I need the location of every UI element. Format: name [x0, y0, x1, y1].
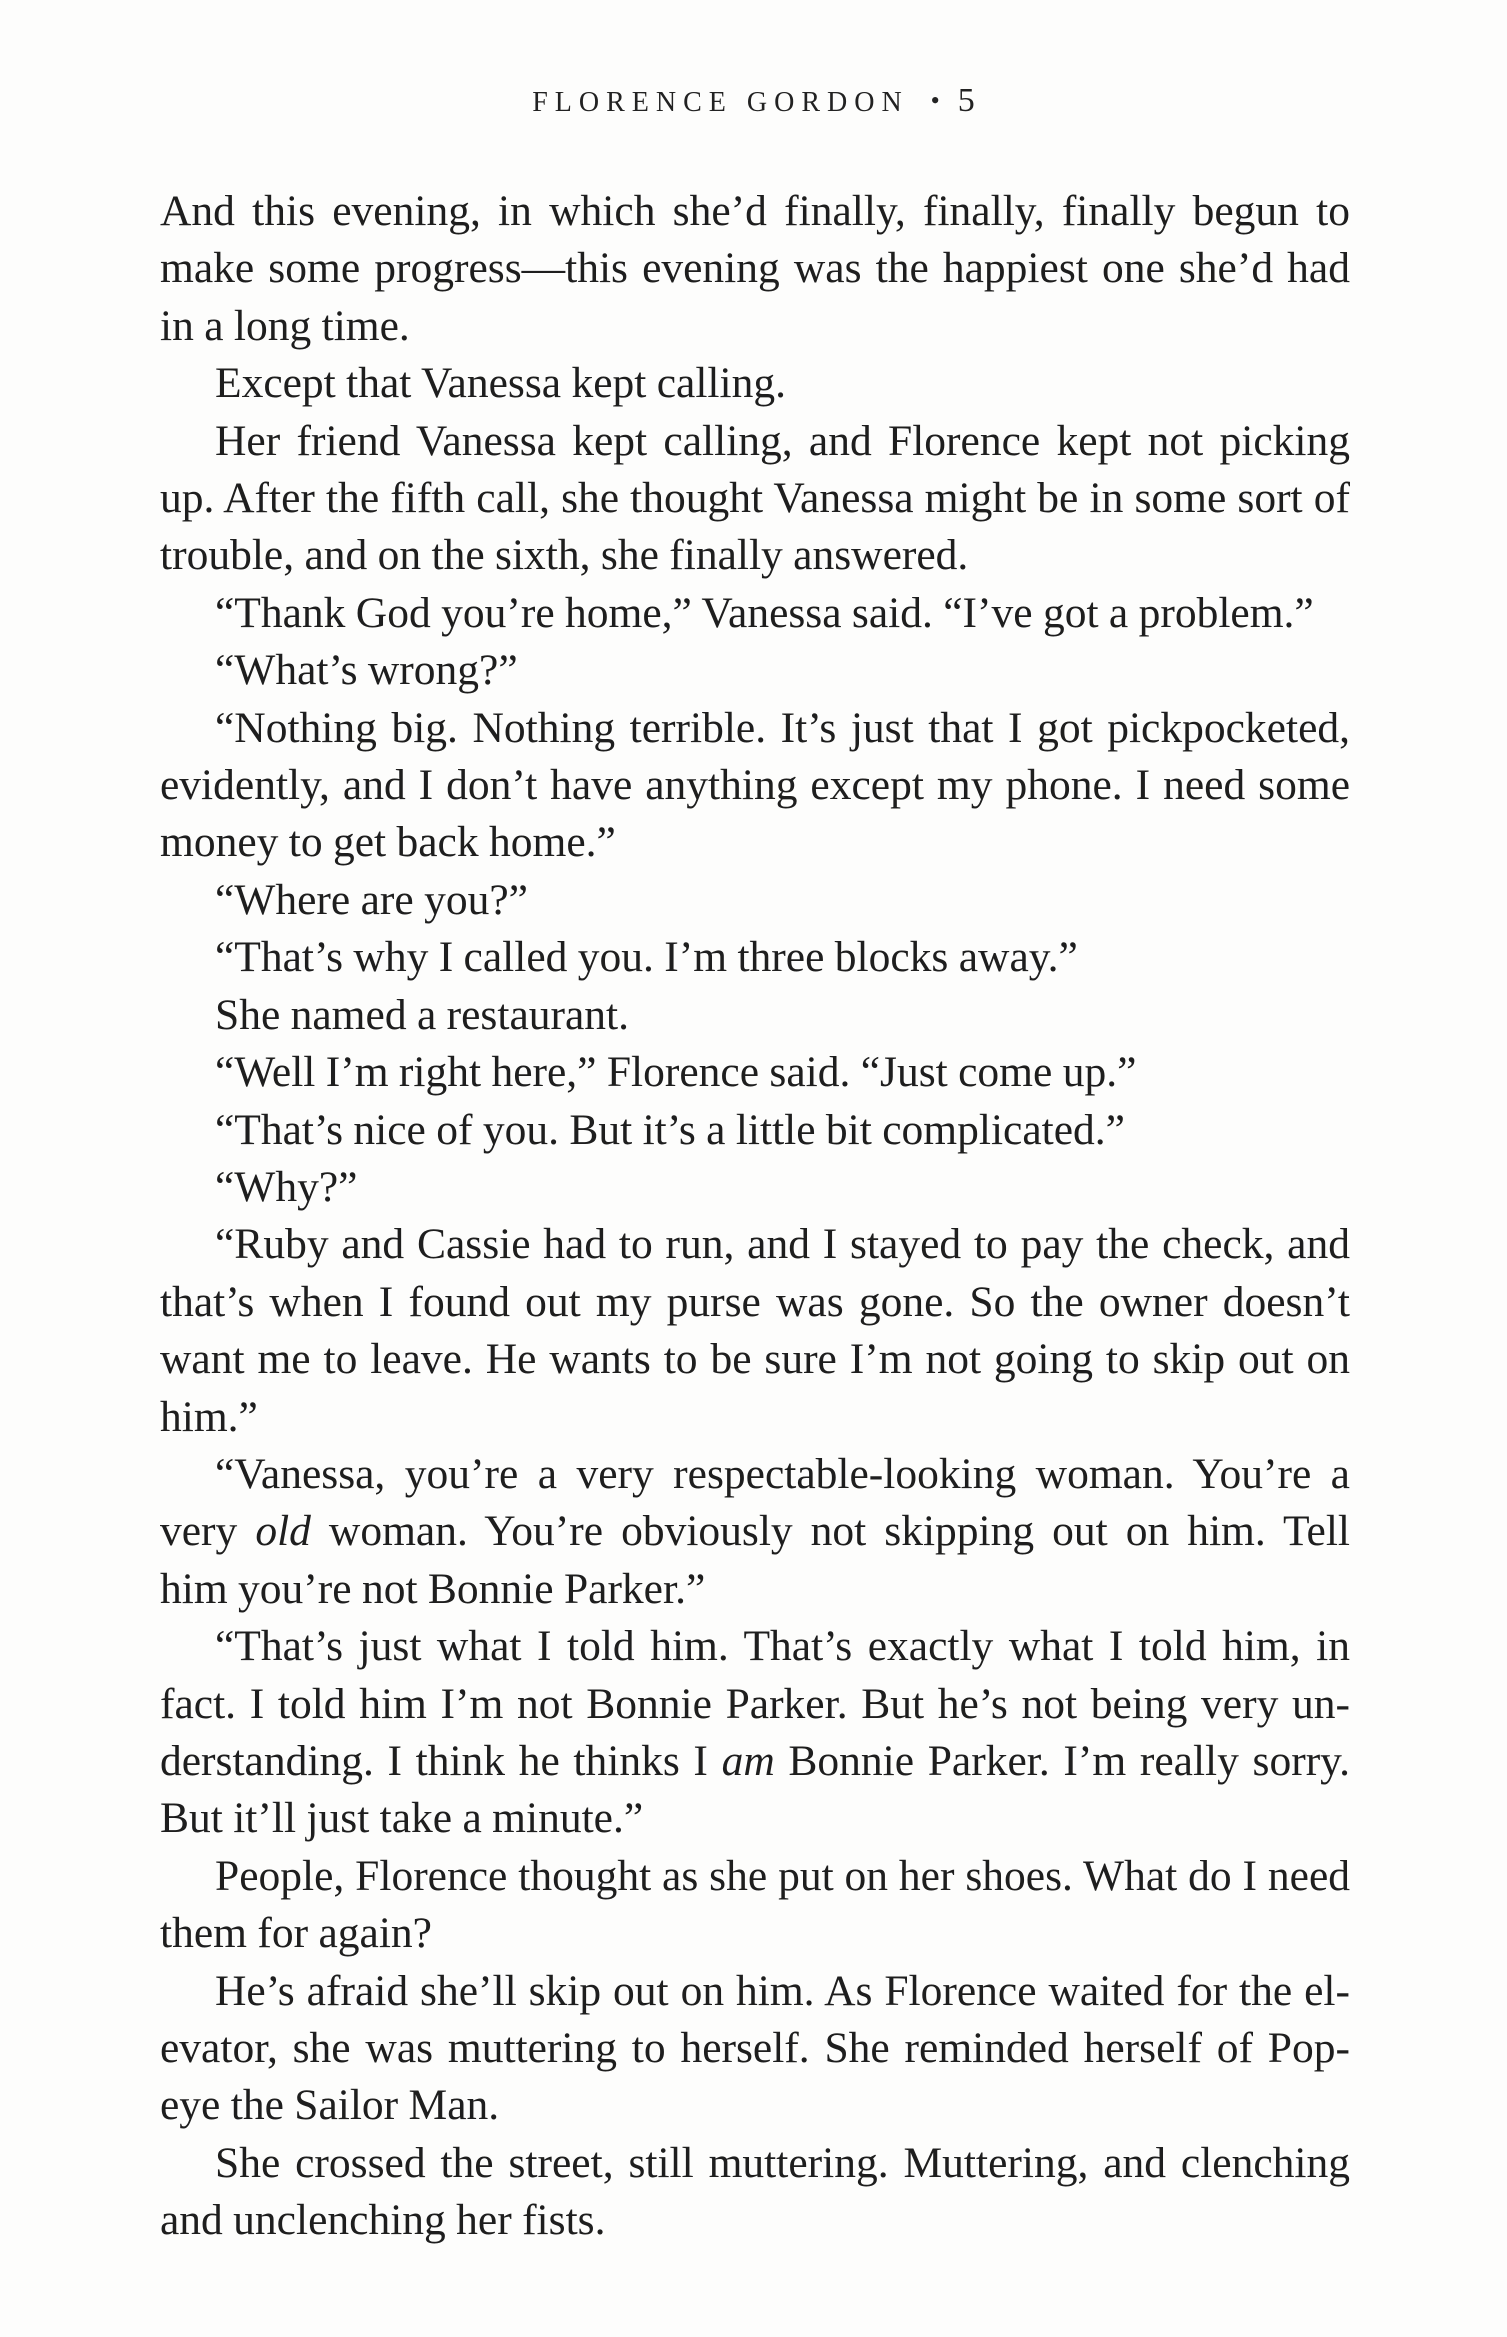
paragraph: “Nothing big. Nothing terrible. It’s just that I got pickpocketed, evidently, and I don’t have anything except my phone. I need some money to get back home.” — [160, 703, 1350, 867]
paragraph: “Where are you?” — [215, 875, 528, 924]
paragraph: Except that Vanessa kept calling. — [215, 359, 786, 408]
paragraph: And this evening, in which she’d finally, finally, finally begun to make some progress—this evening was the happiest one she’d had in a long time. — [160, 187, 1350, 350]
paragraph: “Thank God you’re home,” Vanessa said. “I’ve got a problem.” — [215, 588, 1314, 637]
paragraph: He’s afraid she’ll skip out on him. As Florence waited for the elevator, she was muttering to herself. She reminded herself of Popeye the Sailor Man. — [160, 1966, 1350, 2130]
body-text — [160, 183, 1350, 2250]
emphasis: am — [721, 1736, 775, 1785]
paragraph-text: Bonnie Parker. I’m really sorry. But it’ll just take a minute.” — [160, 1736, 1350, 1843]
paragraph: “That’s why I called you. I’m three blocks away.” — [215, 933, 1078, 982]
paragraph — [160, 1618, 1350, 1848]
paragraph-text: “Vanessa, you’re a very respectable-looking woman. You’re a very — [160, 1449, 1350, 1556]
paragraph: People, Florence thought as she put on her shoes. What do I need them for again? — [160, 1851, 1350, 1958]
paragraph-text: woman. You’re obviously not skipping out on him. Tell him you’re not Bonnie Parker.” — [160, 1507, 1351, 1613]
paragraph: “Why?” — [215, 1162, 358, 1211]
paragraph — [160, 1446, 1350, 1618]
running-head — [0, 82, 1507, 120]
page-number: 5 — [957, 82, 975, 119]
paragraph: “What’s wrong?” — [215, 646, 518, 695]
paragraph: “Ruby and Cassie had to run, and I stayed to pay the check, and that’s when I found out my purse was gone. So the owner doesn’t want me to leave. He wants to be sure I’m not going to skip out on him.” — [160, 1220, 1350, 1441]
paragraph: She named a restaurant. — [215, 990, 630, 1039]
running-title: FLORENCE GORDON — [532, 87, 909, 118]
paragraph: She crossed the street, still muttering. Muttering, and clenching and unclenching her fists. — [160, 2138, 1350, 2245]
emphasis: old — [255, 1507, 311, 1556]
paragraph: Her friend Vanessa kept calling, and Florence kept not picking up. After the fifth call, she thought Vanessa might be in some sort of trouble, and on the sixth, she finally answered. — [160, 416, 1350, 580]
paragraph-text: “That’s just what I told him. That’s exactly what I told him, in fact. I told him I’m not Bonnie Parker. But he’s not being very understanding. I think he thinks I — [160, 1622, 1350, 1785]
paragraph: “That’s nice of you. But it’s a little bit complicated.” — [215, 1105, 1125, 1154]
separator-dot: • — [930, 86, 940, 115]
paragraph: “Well I’m right here,” Florence said. “Just come up.” — [215, 1048, 1137, 1097]
